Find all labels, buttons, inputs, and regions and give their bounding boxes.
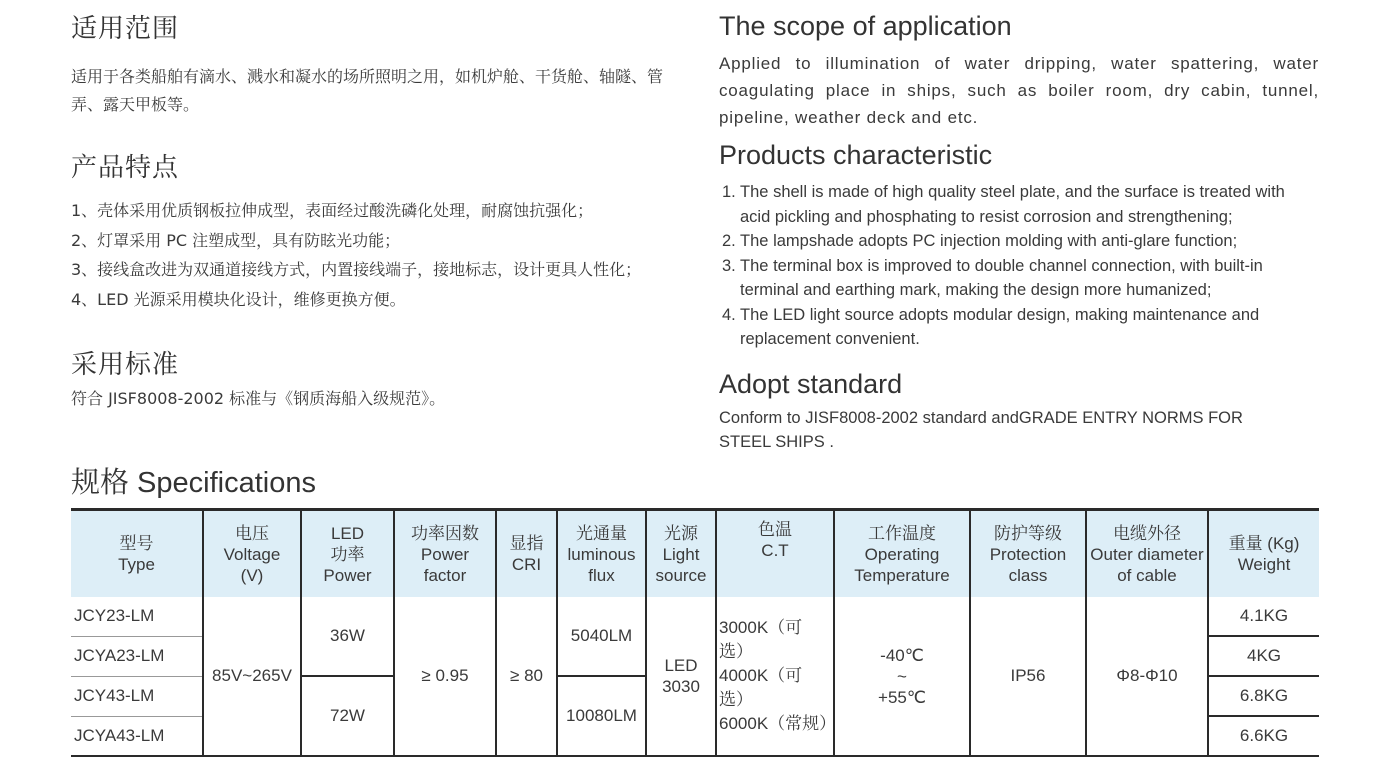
feature-item-cn: 4、LED 光源采用模块化设计，维修更换方便。 <box>71 289 406 309</box>
cell-cri: ≥ 80 <box>496 597 557 756</box>
feature-item-en: 1. The shell is made of high quality steel plate, and the surface is treated with acid pickling and phosphating to resist corrosion and strengthening; <box>722 183 1285 226</box>
header-voltage: 电压 Voltage (V) <box>203 510 301 598</box>
cell-operating-temp: -40℃ ~ +55℃ <box>834 597 970 756</box>
standard-title-en: Adopt standard <box>719 368 903 399</box>
feature-item-en: 4. The LED light source adopts modular design, making maintenance and replacement convenient. <box>722 305 1260 348</box>
header-flux: 光通量 luminous flux <box>557 510 646 598</box>
feature-item-en: 2. The lampshade adopts PC injection molding with anti-glare function; <box>722 232 1238 250</box>
header-weight: 重量 (Kg) Weight <box>1208 510 1319 598</box>
table-row <box>71 597 1319 636</box>
header-power-factor: 功率因数 Power factor <box>394 510 496 598</box>
cell-power-factor: ≥ 0.95 <box>394 597 496 756</box>
features-list-cn <box>71 196 681 314</box>
table-header-row <box>71 510 1319 598</box>
standard-text-en: Conform to JISF8008-2002 standard andGRADE ENTRY NORMS FOR STEEL SHIPS . <box>719 408 1243 451</box>
header-cri: 显指 CRI <box>496 510 557 598</box>
cell-weight: 6.6KG <box>1208 716 1319 756</box>
header-light-source: 光源 Light source <box>646 510 716 598</box>
cell-weight: 4.1KG <box>1208 597 1319 636</box>
feature-item-cn: 1、壳体采用优质钢板拉伸成型，表面经过酸洗磷化处理，耐腐蚀抗强化； <box>71 201 594 220</box>
cell-power: 36W <box>301 597 394 676</box>
specifications-title: 规格 Specifications <box>71 467 316 499</box>
features-title-cn: 产品特点 <box>71 153 180 183</box>
english-column <box>719 8 1319 454</box>
cell-type: JCYA43-LM <box>71 716 203 756</box>
header-operating-temp: 工作温度 Operating Temperature <box>834 510 970 598</box>
header-type: 型号 Type <box>71 510 203 598</box>
feature-item-en: 3. The terminal box is improved to double channel connection, with built-in terminal and earthing mark, making the design more humanized; <box>722 256 1263 299</box>
scope-text-en: Applied to illumination of water dripping, water spattering, water coagulating place in ships, such as boiler room, dry cabin, tunnel, pipeline, weather deck and etc. <box>719 54 1319 127</box>
features-list-en <box>719 180 1319 352</box>
cell-weight: 6.8KG <box>1208 676 1319 716</box>
cell-cable: Φ8-Φ10 <box>1086 597 1208 756</box>
feature-item-cn: 3、接线盒改进为双通道接线方式，内置接线端子，接地标志，设计更具人性化； <box>71 260 642 279</box>
cell-type: JCY43-LM <box>71 676 203 716</box>
cell-protection: IP56 <box>970 597 1086 756</box>
scope-title-cn: 适用范围 <box>71 14 180 44</box>
cell-voltage: 85V~265V <box>203 597 301 756</box>
cell-flux: 10080LM <box>557 676 646 756</box>
cell-power: 72W <box>301 676 394 756</box>
cell-color-temp: 3000K（可选） 4000K（可选） 6000K（常规） <box>716 597 834 756</box>
header-power: LED 功率 Power <box>301 510 394 598</box>
cell-flux: 5040LM <box>557 597 646 676</box>
standard-text-cn: 符合 JISF8008-2002 标准与《钢质海船入级规范》。 <box>71 389 446 408</box>
cell-light-source: LED 3030 <box>646 597 716 756</box>
scope-text-cn: 适用于各类船舶有滴水、溅水和凝水的场所照明之用，如机炉舱、干货舱、轴隧、管弄、露天甲板等。 <box>71 67 664 114</box>
specifications-table <box>71 508 1319 757</box>
cell-weight: 4KG <box>1208 636 1319 676</box>
header-cable: 电缆外径 Outer diameter of cable <box>1086 510 1208 598</box>
feature-item-cn: 2、灯罩采用 PC 注塑成型，具有防眩光功能； <box>71 230 401 250</box>
header-color-temp: 色温 C.T <box>716 510 834 598</box>
chinese-column <box>71 8 681 413</box>
scope-title-en: The scope of application <box>719 11 1012 41</box>
standard-title-cn: 采用标准 <box>71 350 180 380</box>
cell-type: JCY23-LM <box>71 597 203 636</box>
features-title-en: Products characteristic <box>719 140 993 170</box>
cell-type: JCYA23-LM <box>71 636 203 676</box>
header-protection: 防护等级 Protection class <box>970 510 1086 598</box>
